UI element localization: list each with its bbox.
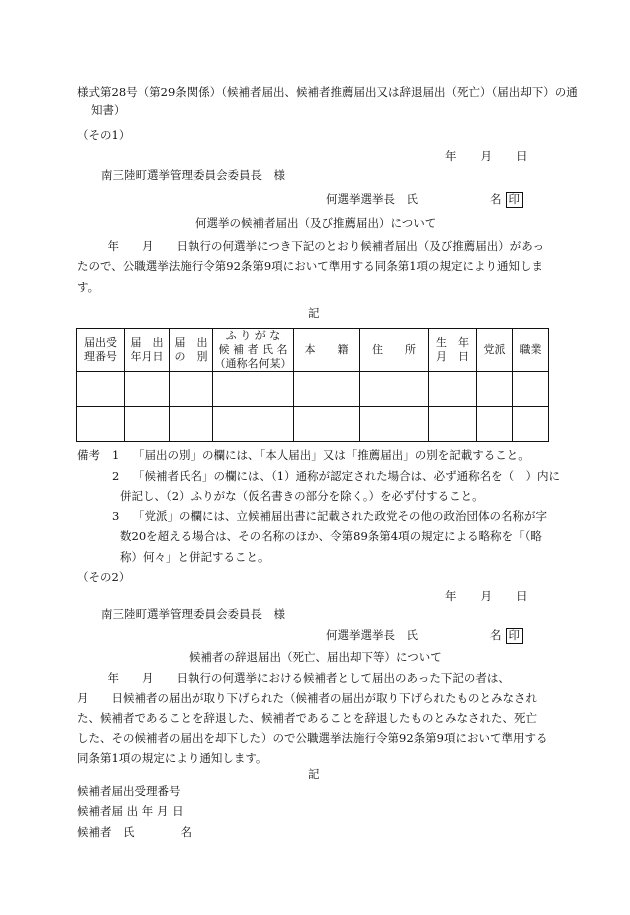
date-day: 日	[516, 589, 528, 603]
header-domicile: 本 籍	[294, 329, 360, 372]
part2-body-line4: した、その候補者の届出を却下した）ので公職選挙法施行令第92条第9項において準用する	[77, 731, 548, 745]
sender-name-char: 名	[490, 192, 502, 206]
part2-doc-title: 候補者の辞退届出（死亡、届出却下等）について	[189, 650, 442, 664]
table-cell	[294, 407, 360, 442]
table-cell	[513, 372, 549, 407]
date-month: 月	[480, 589, 492, 603]
header-filing-date: 届 出 年月日	[125, 329, 170, 372]
note-2-line2: 併記し、（2）ふりがな（仮名書きの部分を除く。）を必ず付すること。	[120, 489, 484, 503]
table-cell	[213, 372, 294, 407]
table-cell	[77, 372, 125, 407]
table-cell	[477, 372, 513, 407]
table-cell	[125, 372, 170, 407]
field-receipt-number: 候補者届出受理番号	[77, 784, 181, 798]
table-cell	[360, 407, 429, 442]
field-filing-date: 候補者届 出 年 月 日	[77, 804, 184, 818]
part2-sender-suffix	[490, 628, 523, 644]
table-cell	[125, 407, 170, 442]
date-day: 日	[516, 149, 528, 163]
part2-body-line2: 月 日候補者の届出が取り下げられた（候補者の届出が取り下げられたものとみなされ	[77, 691, 537, 705]
note-1-line1: 「届出の別」の欄には、「本人届出」又は「推薦届出」の別を記載すること。	[133, 448, 530, 462]
table-cell	[513, 407, 549, 442]
note-1-number: 1	[112, 448, 120, 462]
part2-body-line5: 同条第1項の規定により通知します。	[77, 751, 268, 765]
part2-date	[445, 591, 528, 603]
form-title-line2: 知書）	[91, 103, 126, 117]
table-cell	[294, 372, 360, 407]
table-cell	[170, 407, 213, 442]
note-3-line3: 称）何々」と併記すること。	[120, 550, 270, 564]
part1-body-line3: す。	[77, 280, 100, 294]
seal-stamp: 印	[506, 628, 524, 644]
part2-label: （その2）	[77, 570, 131, 584]
part2-ki: 記	[308, 767, 320, 781]
part1-date	[445, 151, 528, 163]
part1-sender-name: 何選挙選挙長 氏	[326, 192, 418, 206]
field-candidate-name: 候補者 氏 名	[77, 825, 192, 839]
header-candidate-name: ふ り が な 候 補 者 氏 名 （通称名何某）	[214, 329, 292, 370]
header-receipt-number: 届出受 理番号	[77, 329, 125, 372]
part1-doc-title: 何選挙の候補者届出（及び推薦届出）について	[195, 216, 437, 230]
part2-addressee: 南三陸町選挙管理委員会委員長 様	[101, 607, 285, 621]
table-cell	[170, 372, 213, 407]
header-address: 住 所	[360, 329, 429, 372]
table-cell	[213, 407, 294, 442]
notes-label: 備考	[77, 448, 100, 462]
header-birthdate: 生 年 月 日	[429, 329, 477, 372]
form-title-line1: 様式第28号（第29条関係）（候補者届出、候補者推薦届出又は辞退届出（死亡）（届出却下）の通	[77, 85, 578, 99]
note-2-number: 2	[112, 469, 120, 483]
date-year: 年	[445, 149, 457, 163]
header-party: 党派	[477, 329, 513, 372]
note-2-line1: 「候補者氏名」の欄には、（1）通称が認定された場合は、必ず通称名を（ ）内に	[133, 469, 561, 483]
part1-ki: 記	[308, 306, 320, 320]
part1-body-line2: たので、公職選挙法施行令第92条第9項において準用する同条第1項の規定により通知しま	[77, 259, 544, 273]
part1-sender-suffix	[490, 192, 523, 208]
table-header-row	[77, 329, 549, 372]
note-3-line2: 数20を超える場合は、その名称のほか、令第89条第4項の規定による略称を「（略	[120, 529, 542, 543]
date-year: 年	[445, 589, 457, 603]
part1-addressee: 南三陸町選挙管理委員会委員長 様	[101, 168, 285, 182]
table-cell	[77, 407, 125, 442]
part1-label: （その1）	[77, 128, 131, 142]
header-occupation: 職業	[513, 329, 549, 372]
registration-table	[76, 328, 549, 442]
table-row	[77, 372, 549, 407]
table-cell	[429, 407, 477, 442]
note-3-number: 3	[112, 509, 120, 523]
table-cell	[429, 372, 477, 407]
date-month: 月	[480, 149, 492, 163]
table-row	[77, 407, 549, 442]
part2-body-line1: 年 月 日執行の何選挙における候補者として届出のあった下記の者は、	[96, 671, 510, 685]
seal-stamp: 印	[506, 192, 524, 208]
table-cell	[477, 407, 513, 442]
sender-name-char: 名	[490, 628, 502, 642]
part1-body-line1: 年 月 日執行の何選挙につき下記のとおり候補者届出（及び推薦届出）があっ	[96, 239, 545, 253]
note-3-line1: 「党派」の欄には、立候補届出書に記載された政党その他の政治団体の名称が字	[133, 509, 547, 523]
part2-body-line3: た、候補者であることを辞退した、候補者であることを辞退したものとみなされた、死亡	[77, 711, 537, 725]
table-cell	[360, 372, 429, 407]
header-filing-type: 届 出 の 別	[170, 329, 213, 372]
part2-sender-name: 何選挙選挙長 氏	[326, 628, 418, 642]
